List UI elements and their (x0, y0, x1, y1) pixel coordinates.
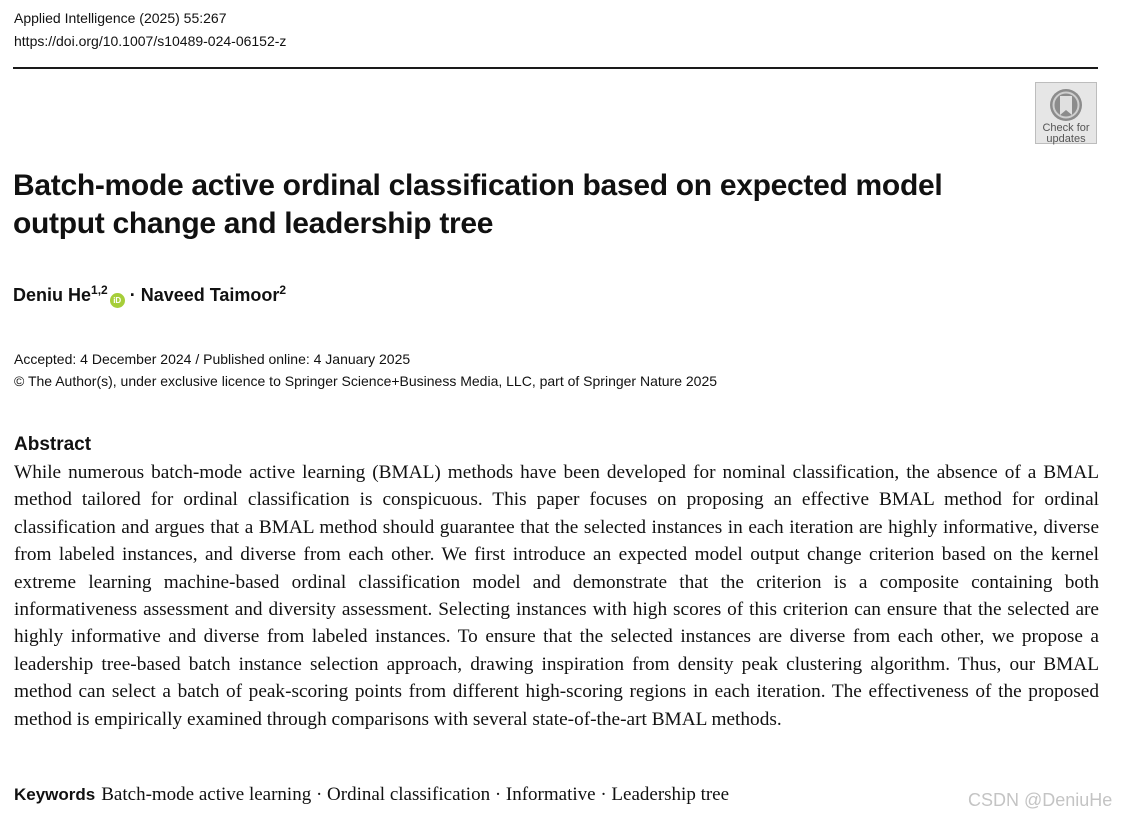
copyright-notice: © The Author(s), under exclusive licence to Springer Science+Business Media, LLC, part of Springer Nature 2025 (14, 373, 718, 389)
author-separator: · (124, 285, 141, 305)
author-affiliation: 1,2 (91, 283, 108, 297)
bookmark-icon (1048, 87, 1084, 123)
publication-dates: Accepted: 4 December 2024 / Published online: 4 January 2025 (14, 351, 411, 367)
abstract-heading: Abstract (14, 434, 92, 455)
header-divider (13, 67, 1098, 69)
title-line-1: Batch-mode active ordinal classification based on expected model (13, 169, 943, 202)
paper-title (13, 167, 1013, 243)
keywords-list: Batch-mode active learning · Ordinal classification · Informative · Leadership tree (101, 784, 730, 805)
check-updates-label-1: Check for (1042, 122, 1090, 134)
check-for-updates-badge[interactable] (1035, 82, 1097, 144)
orcid-icon[interactable]: iD (110, 293, 125, 308)
check-updates-label-2: updates (1046, 133, 1086, 145)
journal-reference: Applied Intelligence (2025) 55:267 (14, 10, 227, 26)
author-list (13, 283, 286, 308)
keywords-section (14, 783, 729, 807)
watermark: CSDN @DeniuHe (968, 790, 1113, 810)
author-affiliation: 2 (279, 283, 287, 297)
keywords-label: Keywords (14, 785, 96, 804)
author-name[interactable]: Naveed Taimoor (140, 285, 280, 305)
abstract-text: While numerous batch-mode active learning (BMAL) methods have been developed for nominal classification, the absence of a BMAL method tailored for ordinal classification is conspicuous. This paper focuses on proposing an effective BMAL method for ordinal classification and argues that a BMAL method should guarantee that the selected instances in each iteration are highly informative, diverse from labeled instances, and diverse from each other. We first introduce an expected model output change criterion based on the kernel extreme learning machine-based ordinal classification model and demonstrate that the criterion is a composite containing both informativeness assessment and diversity assessment. Selecting instances with high scores of this criterion can ensure that the selected are highly informative and diverse from labeled instances. To ensure that the selected instances are diverse from each other, we propose a leadership tree-based batch instance selection approach, drawing inspiration from density peak clustering algorithm. Thus, our BMAL method can select a batch of peak-scoring points from different high-scoring regions in each iteration. The effectiveness of the proposed method is empirically examined through comparisons with several state-of-the-art BMAL methods. (14, 462, 1099, 730)
author-name[interactable]: Deniu He (13, 285, 92, 305)
doi-link[interactable]: https://doi.org/10.1007/s10489-024-06152-z (14, 33, 287, 49)
title-line-2: output change and leadership tree (13, 207, 494, 240)
